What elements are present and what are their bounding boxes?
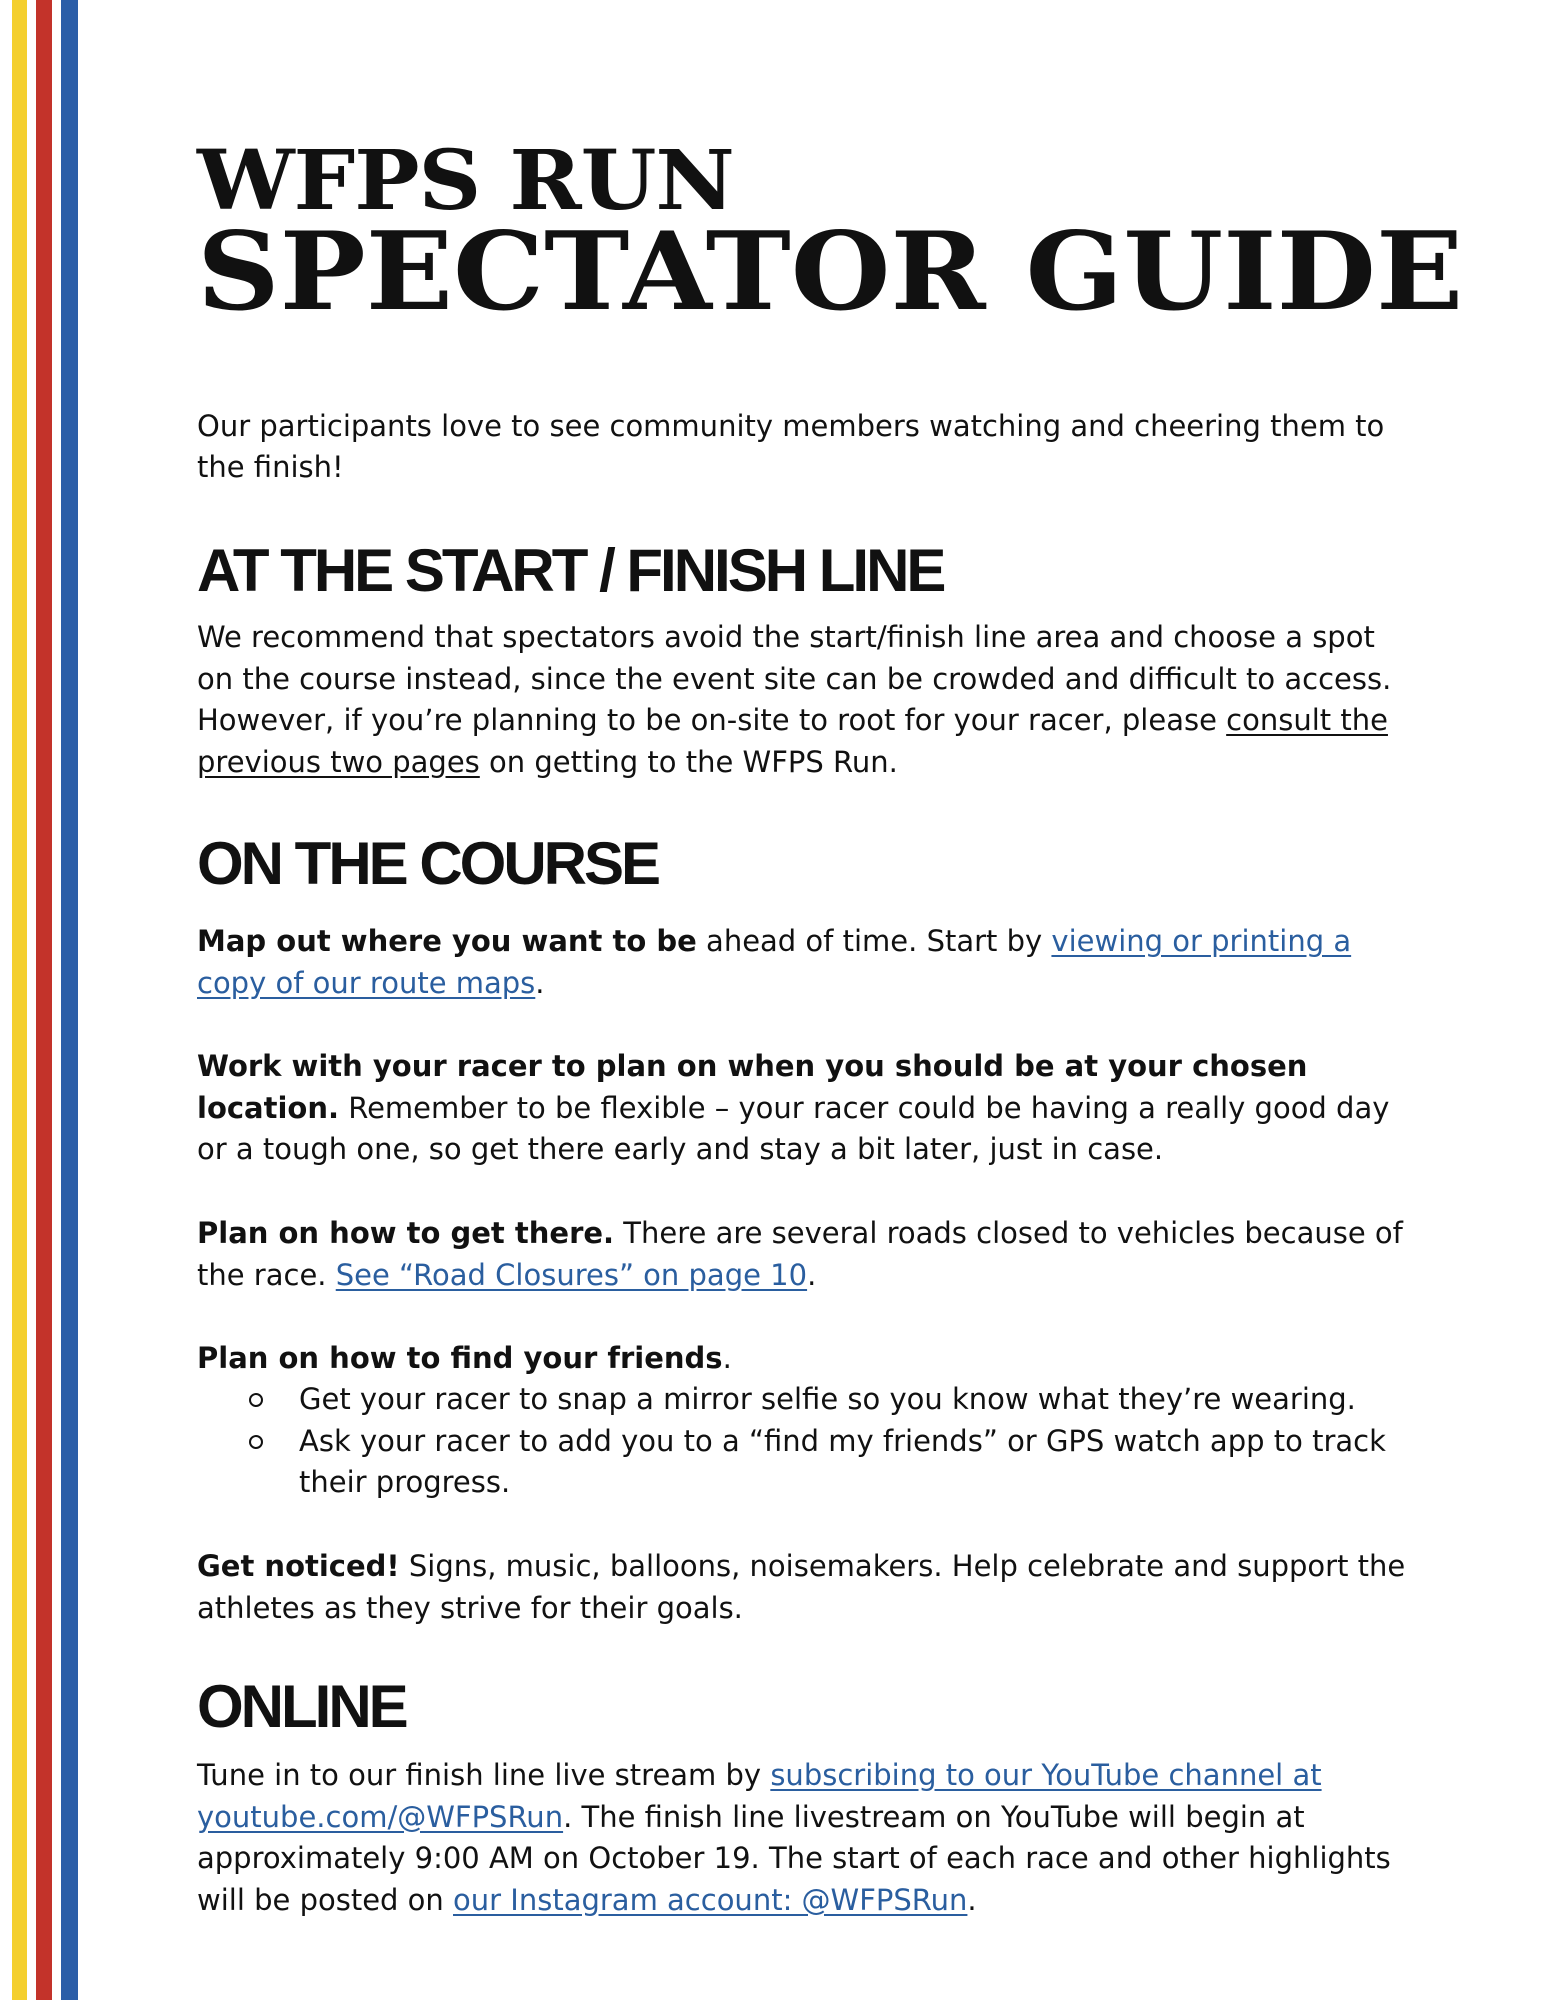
getting-there-text: There are several roads closed to vehicles because of the race. [197, 1216, 1403, 1292]
online-text-2: . The finish line livestream on YouTube will begin at approximately 9:00 AM on October 19. The start of each race and other highlights will be posted on [197, 1799, 1391, 1917]
heading-start-finish: AT THE START / FINISH LINE [197, 537, 944, 604]
list-item [237, 1421, 1417, 1504]
previous-pages-reference[interactable]: consult the previous two pages [197, 703, 1388, 779]
friends-bullet-list [237, 1379, 1417, 1504]
start-finish-paragraph [197, 617, 1412, 783]
heading-on-the-course: ON THE COURSE [197, 830, 659, 897]
noticed-lead: Get noticed! [197, 1549, 400, 1583]
getting-there-lead: Plan on how to get there. [197, 1216, 615, 1250]
youtube-channel-link[interactable]: subscribing to our YouTube channel at youtube.com/@WFPSRun [197, 1758, 1322, 1834]
decorative-stripe-blue [61, 0, 78, 2000]
list-item [237, 1379, 1417, 1421]
start-finish-text: We recommend that spectators avoid the start/finish line area and choose a spot on the course instead, since the event site can be crowded and difficult to access. However, if you’re planning to be on-site to root for your racer, please [197, 620, 1392, 737]
start-finish-text-end: on getting to the WFPS Run. [479, 744, 898, 779]
noticed-paragraph [197, 1546, 1412, 1629]
decorative-stripe-red [36, 0, 52, 2000]
decorative-stripe-yellow [12, 0, 27, 2000]
getting-there-end: . [807, 1257, 817, 1292]
online-end: . [967, 1882, 977, 1917]
friends-paragraph [197, 1338, 1412, 1380]
bullet-text: Get your racer to snap a mirror selfie so you know what they’re wearing. [299, 1382, 1356, 1416]
getting-there-paragraph [197, 1213, 1412, 1296]
timing-paragraph [197, 1046, 1412, 1171]
online-text-1: Tune in to our finish line live stream by [197, 1758, 771, 1792]
map-lead: Map out where you want to be [197, 924, 697, 958]
title-spectator-guide: SPECTATOR GUIDE [197, 209, 1464, 335]
friends-lead: Plan on how to find your friends [197, 1341, 723, 1375]
hollow-circle-bullet-icon [249, 1435, 263, 1449]
map-paragraph [197, 921, 1412, 1004]
bullet-text: Ask your racer to add you to a “find my friends” or GPS watch app to track their progress. [299, 1423, 1386, 1499]
map-end: . [535, 965, 545, 1000]
map-text: ahead of time. Start by [696, 924, 1052, 958]
road-closures-link[interactable]: See “Road Closures” on page 10 [335, 1257, 808, 1292]
hollow-circle-bullet-icon [249, 1393, 263, 1407]
online-paragraph [197, 1755, 1412, 1921]
noticed-text: Signs, music, balloons, noisemakers. Help celebrate and support the athletes as they strive for their goals. [197, 1549, 1406, 1625]
timing-lead: Work with your racer to plan on when you should be at your chosen location. [197, 1049, 1308, 1125]
friends-end: . [722, 1341, 732, 1375]
title-wfps-run: WFPS RUN [197, 133, 734, 229]
instagram-account-link[interactable]: our Instagram account: @WFPSRun [453, 1882, 968, 1917]
timing-text: Remember to be flexible – your racer could be having a really good day or a tough one, so get there early and stay a bit later, just in case. [197, 1090, 1390, 1166]
route-maps-link[interactable]: viewing or printing a copy of our route maps [197, 924, 1352, 1000]
intro-paragraph: Our participants love to see community members watching and cheering them to the finish! [197, 409, 1385, 484]
heading-online: ONLINE [197, 1673, 406, 1740]
